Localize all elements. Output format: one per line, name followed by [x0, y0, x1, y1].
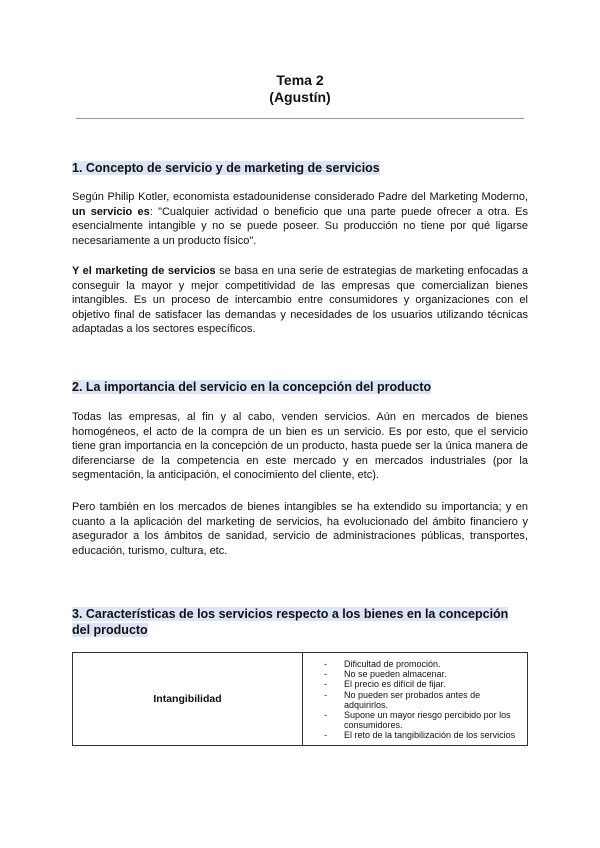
section-1-paragraph-2	[72, 264, 528, 337]
section-3-heading-text: 3. Características de los servicios respecto a los bienes en la concepción del producto	[72, 607, 509, 637]
table-term-cell	[73, 653, 303, 746]
section-2-heading	[72, 379, 528, 395]
topic-title: Tema 2	[276, 72, 324, 88]
service-definition-term: un servicio es	[72, 205, 150, 218]
kotler-intro-text: Según Philip Kotler, economista estadounidense considerado Padre del Marketing Moderno,	[72, 191, 528, 203]
list-item: - El reto de la tangibilización de los servicios	[315, 730, 521, 740]
title-divider	[76, 118, 524, 119]
list-item: - El precio es difícil de fijar.	[315, 679, 521, 689]
intangibility-term: Intangibilidad	[153, 692, 222, 705]
service-definition-quote: : "Cualquier actividad o beneficio que una parte puede ofrecer a otra. Es esencialmente intangible y no se puede poseer. Su producción no tiene por qué ligarse necesariamente a un producto físico".	[72, 205, 528, 247]
section-1-heading	[72, 160, 528, 176]
marketing-services-term: Y el marketing de servicios	[72, 265, 216, 277]
table-row	[73, 653, 528, 746]
section-2-paragraph-1: Todas las empresas, al fin y al cabo, venden servicios. Aún en mercados de bienes homogéneos, el acto de la compra de un bien es un servicio. Es por esto, que el servicio tiene gran importancia en la concepción de un producto, hasta puede ser la única manera de diferenciarse de la competencia en este mercado y en mercados industriales (por la segmentación, la anticipación, el conocimiento del cliente, etc).	[72, 411, 528, 482]
list-item: - No pueden ser probados antes de adquirirlos.	[315, 690, 521, 710]
table-items-cell	[303, 653, 528, 746]
section-3-heading	[72, 606, 528, 638]
marketing-services-text: se basa en una serie de estrategias de marketing enfocadas a conseguir la mayor y mejor competitividad de las empresas que comercializan bienes intangibles. Es un proceso de intercambio entre consumidores y organizaciones con el objetivo final de satisfacer las demandas y necesidades de los usuarios utilizando técnicas adaptadas a los sectores específicos.	[72, 265, 528, 336]
section-2-heading-text: 2. La importancia del servicio en la concepción del producto	[72, 380, 432, 394]
document-title	[0, 72, 600, 106]
list-item: - No se pueden almacenar.	[315, 669, 521, 679]
section-2-paragraph-2: Pero también en los mercados de bienes intangibles se ha extendido su importancia; y en cuanto a la aplicación del marketing de servicios, ha evolucionado del ámbito financiero y asegurador a los ámbitos de sanidad, servicio de administraciones públicas, transportes, educación, turismo, cultura, etc.	[72, 501, 528, 557]
characteristics-table	[72, 652, 528, 746]
characteristics-list	[315, 659, 521, 741]
section-1-heading-text: 1. Concepto de servicio y de marketing de servicios	[72, 161, 380, 175]
list-item: - Supone un mayor riesgo percibido por los consumidores.	[315, 710, 521, 730]
author-name: (Agustín)	[269, 89, 331, 105]
list-item: - Dificultad de promoción.	[315, 659, 521, 669]
section-1-paragraph-1	[72, 190, 528, 248]
